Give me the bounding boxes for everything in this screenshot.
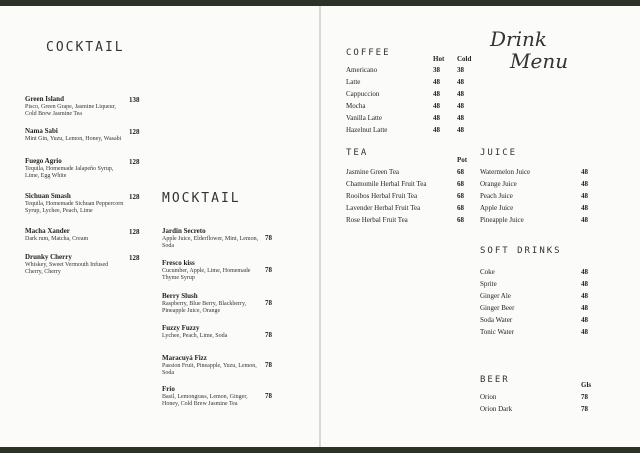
cocktail-item bbox=[25, 228, 125, 243]
cocktail-item-price: 128 bbox=[129, 158, 140, 166]
cocktail-item-name: Nama Sabi bbox=[25, 127, 58, 135]
mocktail-item-desc: Passion Fruit, Pineapple, Yuzu, Lemon, Soda bbox=[162, 363, 257, 376]
mocktail-item-name: Fuzzy Fuzzy bbox=[162, 324, 200, 332]
coffee-item-hot: 48 bbox=[433, 102, 440, 110]
mocktail-item bbox=[162, 325, 262, 340]
soft-drink-item-name: Ginger Ale bbox=[480, 292, 511, 300]
tea-item-name: Chamomile Herbal Fruit Tea bbox=[346, 180, 427, 188]
drink-menu-title bbox=[490, 28, 568, 72]
tea-col-pot: Pot bbox=[457, 156, 468, 164]
cocktail-item-name: Drunky Cherry bbox=[25, 253, 72, 261]
juice-item-price: 48 bbox=[581, 168, 588, 176]
coffee-item-cold: 38 bbox=[457, 66, 464, 74]
coffee-col-cold: Cold bbox=[457, 55, 472, 63]
soft-drink-item-price: 48 bbox=[581, 268, 588, 276]
tea-item-name: Rooibos Herbal Fruit Tea bbox=[346, 192, 418, 200]
juice-item-name: Peach Juice bbox=[480, 192, 513, 200]
coffee-item-cold: 48 bbox=[457, 78, 464, 86]
juice-item-price: 48 bbox=[581, 204, 588, 212]
juice-item-price: 48 bbox=[581, 216, 588, 224]
cocktail-item-name: Sichuan Smash bbox=[25, 192, 71, 200]
juice-heading: JUICE bbox=[480, 148, 518, 158]
drink-menu-title-line1: Drink bbox=[490, 27, 547, 51]
cocktail-item-desc: Tequila, Homemade Jalapeño Syrup, Lime, Egg White bbox=[25, 166, 114, 179]
cocktail-item bbox=[25, 193, 125, 215]
cocktail-item bbox=[25, 158, 125, 180]
beer-item-price: 78 bbox=[581, 393, 588, 401]
tea-item-price: 68 bbox=[457, 180, 464, 188]
cocktail-item-desc: Tequila, Homemade Sichuan Peppercorn Syrup, Lychee, Peach, Lime bbox=[25, 201, 124, 214]
mocktail-item-desc: Lychee, Peach, Lime, Soda bbox=[162, 333, 228, 339]
mocktail-item bbox=[162, 386, 262, 408]
coffee-item-hot: 48 bbox=[433, 114, 440, 122]
cocktail-item-desc: Pisco, Green Grape, Jasmine Liqueur, Cold Brew Jasmine Tea bbox=[25, 104, 116, 117]
mocktail-item bbox=[162, 260, 262, 282]
mocktail-item-name: Frío bbox=[162, 385, 175, 393]
soft-drink-item-price: 48 bbox=[581, 328, 588, 336]
mocktail-item-price: 78 bbox=[265, 234, 272, 242]
mocktail-item bbox=[162, 355, 262, 377]
cocktail-heading: COCKTAIL bbox=[46, 40, 125, 55]
coffee-item-name: Vanilla Latte bbox=[346, 114, 382, 122]
cocktail-item-name: Macha Xander bbox=[25, 227, 70, 235]
juice-item-name: Apple Juice bbox=[480, 204, 514, 212]
mocktail-item-desc: Apple Juice, Elderflower, Mint, Lemon, Soda bbox=[162, 236, 259, 249]
soft-drinks-heading: SOFT DRINKS bbox=[480, 246, 562, 256]
mocktail-item-desc: Raspberry, Blue Berry, Blackberry, Pineapple Juice, Orange bbox=[162, 301, 247, 314]
beer-heading: BEER bbox=[480, 375, 510, 385]
mocktail-heading: MOCKTAIL bbox=[162, 191, 241, 206]
juice-item-name: Orange Juice bbox=[480, 180, 517, 188]
juice-item-name: Watermelon Juice bbox=[480, 168, 531, 176]
soft-drink-item-price: 48 bbox=[581, 304, 588, 312]
coffee-item-hot: 48 bbox=[433, 90, 440, 98]
mocktail-item bbox=[162, 228, 262, 250]
coffee-item-name: Hazelnut Latte bbox=[346, 126, 388, 134]
mocktail-item-desc: Cucumber, Apple, Lime, Homemade Thyme Syrup bbox=[162, 268, 251, 281]
tea-item-name: Rose Herbal Fruit Tea bbox=[346, 216, 408, 224]
mocktail-item-price: 78 bbox=[265, 266, 272, 274]
beer-item-price: 78 bbox=[581, 405, 588, 413]
coffee-item-hot: 48 bbox=[433, 78, 440, 86]
coffee-item-name: Latte bbox=[346, 78, 361, 86]
cocktail-item bbox=[25, 96, 125, 118]
mocktail-item-price: 78 bbox=[265, 299, 272, 307]
soft-drink-item-name: Coke bbox=[480, 268, 495, 276]
coffee-item-cold: 48 bbox=[457, 114, 464, 122]
soft-drink-item-price: 48 bbox=[581, 280, 588, 288]
mocktail-item-desc: Basil, Lemongrass, Lemon, Ginger, Honey, Cold Brew Jasmine Tea bbox=[162, 394, 248, 407]
tea-item-name: Lavender Herbal Fruit Tea bbox=[346, 204, 421, 212]
coffee-item-cold: 48 bbox=[457, 126, 464, 134]
soft-drink-item-name: Ginger Beer bbox=[480, 304, 515, 312]
cocktail-item bbox=[25, 128, 125, 143]
coffee-item-hot: 38 bbox=[433, 66, 440, 74]
cocktail-item-price: 128 bbox=[129, 228, 140, 236]
mocktail-item-name: Jardin Secreto bbox=[162, 227, 206, 235]
coffee-item-name: Cappuccion bbox=[346, 90, 380, 98]
mocktail-item-name: Fresco kiss bbox=[162, 259, 195, 267]
tea-item-price: 68 bbox=[457, 168, 464, 176]
soft-drink-item-name: Soda Water bbox=[480, 316, 513, 324]
cocktail-item-price: 128 bbox=[129, 193, 140, 201]
beer-item-name: Orion Dark bbox=[480, 405, 513, 413]
coffee-col-hot: Hot bbox=[433, 55, 445, 63]
tea-item-name: Jasmine Green Tea bbox=[346, 168, 400, 176]
soft-drink-item-price: 48 bbox=[581, 292, 588, 300]
tea-item-price: 68 bbox=[457, 216, 464, 224]
cocktail-item-name: Green Island bbox=[25, 95, 64, 103]
tea-item-price: 68 bbox=[457, 204, 464, 212]
mocktail-item-price: 78 bbox=[265, 331, 272, 339]
cocktail-item-desc: Dark rum, Matcha, Cream bbox=[25, 236, 89, 242]
coffee-item-hot: 48 bbox=[433, 126, 440, 134]
juice-item-price: 48 bbox=[581, 180, 588, 188]
soft-drink-item-name: Tonic Water bbox=[480, 328, 514, 336]
cocktail-item-price: 128 bbox=[129, 128, 140, 136]
coffee-item-name: Americano bbox=[346, 66, 378, 74]
juice-item-price: 48 bbox=[581, 192, 588, 200]
juice-item-name: Pineapple Juice bbox=[480, 216, 524, 224]
mocktail-item-name: Maracuyá Fizz bbox=[162, 354, 207, 362]
soft-drink-item-price: 48 bbox=[581, 316, 588, 324]
cocktail-item-price: 128 bbox=[129, 254, 140, 262]
coffee-item-name: Mocha bbox=[346, 102, 366, 110]
beer-item-name: Orion bbox=[480, 393, 497, 401]
mocktail-item-price: 78 bbox=[265, 361, 272, 369]
coffee-item-cold: 48 bbox=[457, 102, 464, 110]
tea-item-price: 68 bbox=[457, 192, 464, 200]
cocktail-item-desc: Whiskey, Sweet Vermouth Infused Cherry, Cherry bbox=[25, 262, 109, 275]
cocktail-item bbox=[25, 254, 125, 276]
cocktail-item-name: Fuego Agrio bbox=[25, 157, 62, 165]
coffee-item-cold: 48 bbox=[457, 90, 464, 98]
tea-heading: TEA bbox=[346, 148, 369, 158]
mocktail-item bbox=[162, 293, 262, 315]
mocktail-item-name: Berry Slush bbox=[162, 292, 198, 300]
mocktail-item-price: 78 bbox=[265, 392, 272, 400]
soft-drink-item-name: Sprite bbox=[480, 280, 497, 288]
drink-menu-title-line2: Menu bbox=[510, 49, 569, 73]
beer-col-gls: Gls bbox=[581, 381, 592, 389]
coffee-heading: COFFEE bbox=[346, 48, 391, 58]
cocktail-item-price: 138 bbox=[129, 96, 140, 104]
cocktail-item-desc: Mint Gin, Yuzu, Lemon, Honey, Wasabi bbox=[25, 136, 122, 142]
